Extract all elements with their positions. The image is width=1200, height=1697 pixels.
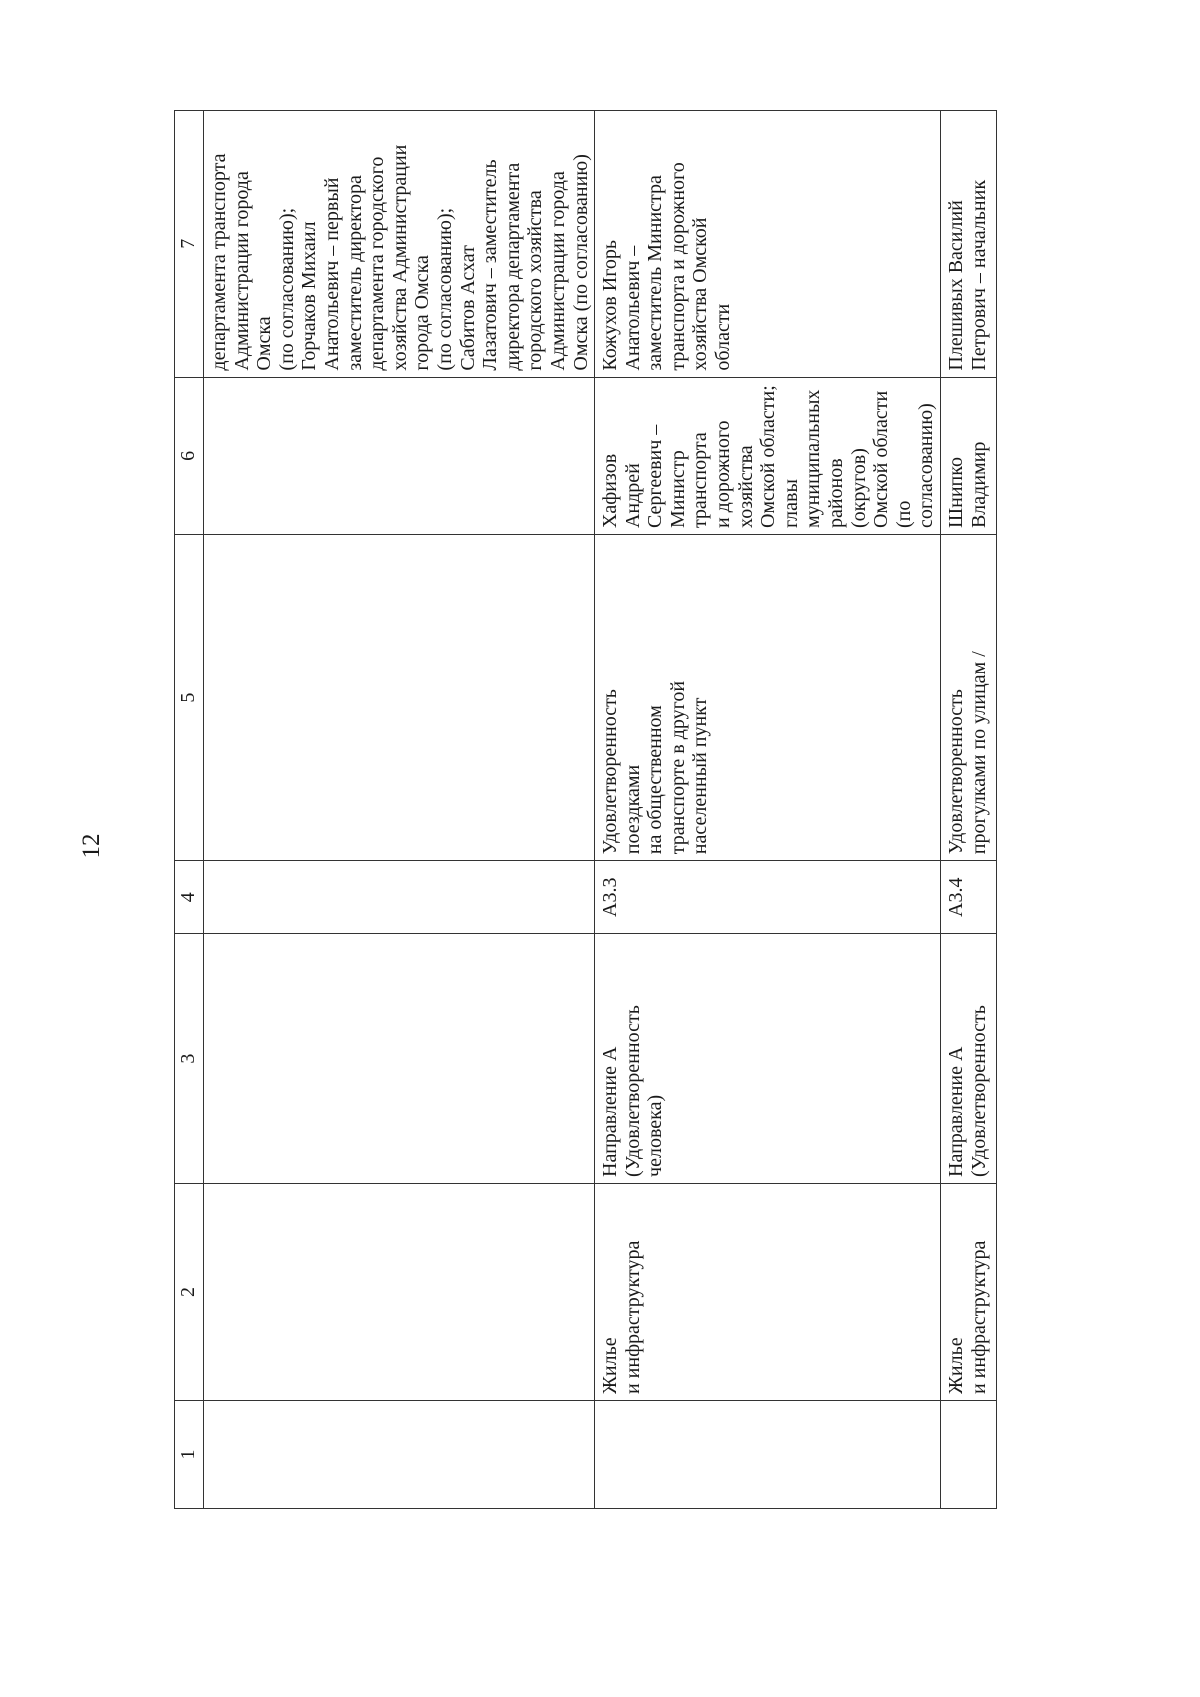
cell-row2-col5: Удовлетворенность поездками на общественном транспорте в другой населенный пункт xyxy=(595,535,941,861)
header-col-5: 5 xyxy=(175,535,204,861)
rotated-page-content xyxy=(174,110,990,1509)
table-row xyxy=(595,111,941,1509)
cell-row2-col1 xyxy=(595,1401,941,1509)
header-col-1: 1 xyxy=(175,1401,204,1509)
cell-row2-col2: Жилье и инфраструктура xyxy=(595,1183,941,1400)
cell-row1-col5 xyxy=(204,535,595,861)
document-table xyxy=(174,110,997,1509)
cell-row3-col6: Шнипко Владимир xyxy=(941,377,997,534)
cell-row1-col3 xyxy=(204,934,595,1184)
cell-row1-col2 xyxy=(204,1183,595,1400)
table-row xyxy=(941,111,997,1509)
cell-row3-col4: А3.4 xyxy=(941,861,997,934)
cell-row1-col6 xyxy=(204,377,595,534)
cell-row2-col4: А3.3 xyxy=(595,861,941,934)
cell-row3-col1 xyxy=(941,1401,997,1509)
cell-row3-col5: Удовлетворенность прогулками по улицам / xyxy=(941,535,997,861)
header-col-2: 2 xyxy=(175,1183,204,1400)
cell-row2-col3: Направление А (Удовлетворенность человека) xyxy=(595,934,941,1184)
header-col-6: 6 xyxy=(175,377,204,534)
header-col-4: 4 xyxy=(175,861,204,934)
page-number: 12 xyxy=(78,833,105,859)
header-col-3: 3 xyxy=(175,934,204,1184)
cell-row3-col3: Направление А (Удовлетворенность xyxy=(941,934,997,1184)
table-row xyxy=(204,111,595,1509)
cell-row1-col7: департамента транспорта Администрации города Омска (по согласованию); Горчаков Михаил Анатольевич – первый заместитель директора департамента городского хозяйства Администрации города Омска (по согласованию); Сабитов Асхат Лазатович – заместитель директора департамента городского хозяйства Администрации города Омска (по согласованию) xyxy=(204,111,595,378)
header-col-7: 7 xyxy=(175,111,204,378)
cell-row2-col6: Хафизов Андрей Сергеевич – Министр транспорта и дорожного хозяйства Омской области; главы муниципальных районов (округов) Омской области (по согласованию) xyxy=(595,377,941,534)
cell-row1-col1 xyxy=(204,1401,595,1509)
table-header-row xyxy=(175,111,204,1509)
cell-row1-col4 xyxy=(204,861,595,934)
cell-row3-col7: Плешивых Василий Петрович – начальник xyxy=(941,111,997,378)
cell-row2-col7: Кожухов Игорь Анатольевич – заместитель Министра транспорта и дорожного хозяйства Омской области xyxy=(595,111,941,378)
cell-row3-col2: Жилье и инфраструктура xyxy=(941,1183,997,1400)
